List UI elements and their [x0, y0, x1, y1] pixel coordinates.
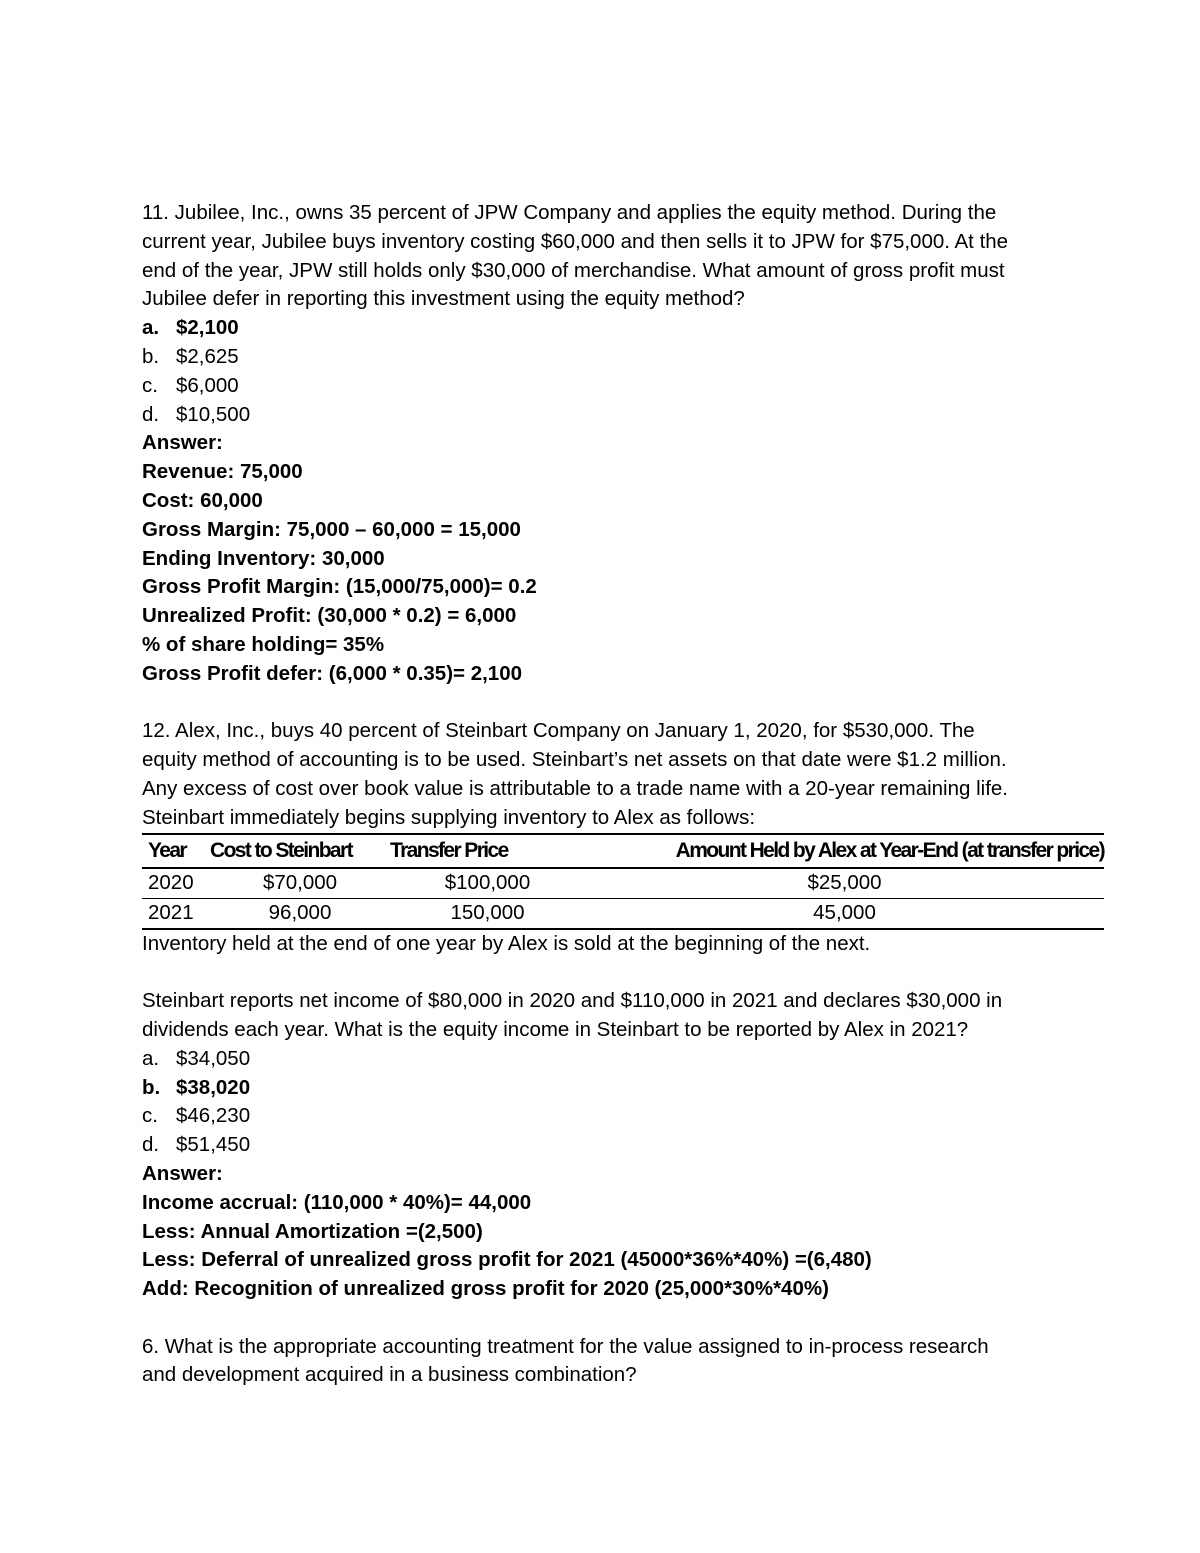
option-b: b. $2,625 [142, 344, 239, 368]
table-header: Amount Held by Alex at Year-End (at transfer price) [585, 834, 1104, 868]
answer-line: Add: Recognition of unrealized gross profit for 2020 (25,000*30%*40%) [142, 1277, 829, 1301]
answer-line: Unrealized Profit: (30,000 * 0.2) = 6,000 [142, 604, 517, 628]
answer-line: Gross Margin: 75,000 – 60,000 = 15,000 [142, 517, 521, 541]
table-cell: 150,000 [450, 901, 525, 925]
question-11 [142, 199, 1104, 689]
answer-label: Answer: [142, 431, 223, 455]
option-d: d. $10,500 [142, 402, 251, 426]
spacer [142, 1304, 1104, 1333]
table-cell: $100,000 [390, 868, 585, 899]
question-12-line: equity method of accounting is to be used. Steinbart’s net assets on that date were $1.2 million. [142, 748, 1007, 772]
answer-line: Gross Profit Margin: (15,000/75,000)= 0.2 [142, 575, 537, 599]
option-a: a. $2,100 [142, 316, 239, 340]
question-12-line: Steinbart reports net income of $80,000 in 2020 and $110,000 in 2021 and declares $30,000 in [142, 989, 1003, 1013]
question-12-line: Steinbart immediately begins supplying inventory to Alex as follows: [142, 805, 756, 829]
table-row [142, 868, 1104, 899]
question-11-line: Jubilee defer in reporting this investment using the equity method? [142, 287, 745, 311]
table-cell: 2021 [148, 901, 194, 925]
table-cell: $70,000 [210, 868, 390, 899]
table-cell: 45,000 [813, 901, 876, 925]
table-cell: 2020 [142, 868, 210, 899]
table-cell: $25,000 [585, 868, 1104, 899]
table-note: Inventory held at the end of one year by Alex is sold at the beginning of the next. [142, 931, 871, 955]
table-header: Cost to Steinbart [210, 834, 390, 868]
question-12-line: Any excess of cost over book value is attributable to a trade name with a 20-year remaining life. [142, 776, 1009, 800]
answer-line: % of share holding= 35% [142, 632, 385, 656]
answer-line: Cost: 60,000 [142, 488, 263, 512]
document-page [142, 199, 1104, 1390]
question-11-line: 11. Jubilee, Inc., owns 35 percent of JPW Company and applies the equity method. During the [142, 201, 997, 224]
table-cell: 96,000 [268, 901, 332, 925]
question-12 [142, 717, 1104, 1304]
answer-label: Answer: [142, 1161, 223, 1185]
table-row [142, 898, 1104, 929]
question-6-line: 6. What is the appropriate accounting treatment for the value assigned to in-process research [142, 1334, 989, 1358]
question-6 [142, 1333, 1104, 1391]
table-header: Transfer Price [390, 834, 585, 868]
question-12-line: dividends each year. What is the equity income in Steinbart to be reported by Alex in 2021? [142, 1017, 969, 1041]
answer-line: Income accrual: (110,000 * 40%)= 44,000 [142, 1190, 532, 1214]
answer-line: Ending Inventory: 30,000 [142, 546, 385, 570]
option-c: c. $46,230 [142, 1104, 251, 1128]
question-6-line: and development acquired in a business combination? [142, 1363, 637, 1387]
answer-line: Less: Annual Amortization =(2,500) [142, 1219, 483, 1243]
spacer [142, 958, 1104, 987]
table-header-row [142, 834, 1104, 868]
inventory-table [142, 833, 1104, 930]
option-d: d. $51,450 [142, 1133, 251, 1157]
option-b: b. $38,020 [142, 1075, 251, 1099]
question-11-line: current year, Jubilee buys inventory costing $60,000 and then sells it to JPW for $75,000. At the [142, 229, 1009, 253]
question-12-line: 12. Alex, Inc., buys 40 percent of Steinbart Company on January 1, 2020, for $530,000. The [142, 719, 975, 743]
table-header: Year [142, 834, 210, 868]
question-11-line: end of the year, JPW still holds only $30,000 of merchandise. What amount of gross profit must [142, 258, 1005, 282]
answer-line: Revenue: 75,000 [142, 460, 303, 484]
option-a: a. $34,050 [142, 1046, 251, 1070]
answer-line: Less: Deferral of unrealized gross profit for 2021 (45000*36%*40%) =(6,480) [142, 1248, 872, 1272]
answer-line: Gross Profit defer: (6,000 * 0.35)= 2,100 [142, 661, 523, 685]
spacer [142, 689, 1104, 718]
option-c: c. $6,000 [142, 373, 239, 397]
